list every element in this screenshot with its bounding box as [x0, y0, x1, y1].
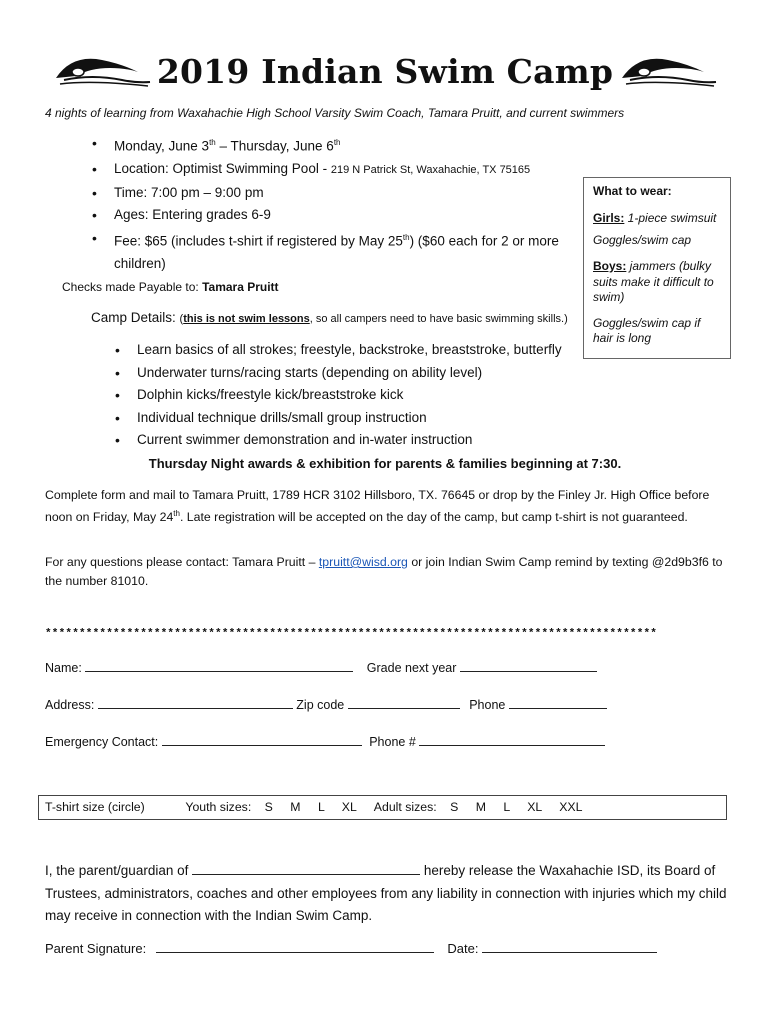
separator: ******************************************************************************************	[45, 628, 658, 640]
address-row: Address: Zip code Phone	[45, 696, 607, 712]
swimmer-logo-right-icon	[618, 50, 718, 90]
tshirt-size-box	[38, 795, 727, 820]
list-item: • Underwater turns/racing starts (depending on ability level)	[115, 362, 585, 385]
parent-signature-field[interactable]	[156, 940, 434, 953]
phone-field[interactable]	[509, 696, 607, 709]
youth-size-option[interactable]: L	[317, 800, 325, 814]
camp-details-list	[115, 339, 585, 452]
emergency-contact-field[interactable]	[162, 733, 362, 746]
adult-sizes-label: Adult sizes:	[373, 800, 437, 814]
checks-payable: Checks made Payable to: Tamara Pruitt	[62, 280, 279, 294]
list-item: • Individual technique drills/small group instruction	[115, 407, 585, 430]
adult-size-option[interactable]: XXL	[559, 800, 583, 814]
youth-size-option[interactable]: S	[264, 800, 273, 814]
emergency-row: Emergency Contact: Phone #	[45, 733, 605, 749]
camp-details-heading: Camp Details: (this is not swim lessons, so all campers need to have basic swimming skills.)	[91, 310, 568, 325]
emergency-phone-field[interactable]	[419, 733, 605, 746]
list-item: • Learn basics of all strokes; freestyle, backstroke, breaststroke, butterfly	[115, 339, 585, 362]
contact-info: For any questions please contact: Tamara Pruitt – tpruitt@wisd.org or join Indian Swim Camp remind by texting @2d9b3f6 to the number 81010.	[45, 555, 723, 588]
signature-row: Parent Signature: Date:	[45, 940, 657, 956]
zip-field[interactable]	[348, 696, 460, 709]
date-field[interactable]	[482, 940, 657, 953]
youth-sizes-label: Youth sizes:	[185, 800, 252, 814]
page-title: 2019 Indian Swim Camp	[156, 52, 614, 91]
adult-size-option[interactable]: M	[475, 800, 486, 814]
mail-instructions: Complete form and mail to Tamara Pruitt, 1789 HCR 3102 Hillsboro, TX. 76645 or drop by the Finley Jr. High Office before noon on Friday, May 24th. Late registration will be accepted on the day of the camp, but camp t-shirt is not guaranteed.	[45, 488, 710, 524]
info-list	[92, 132, 582, 275]
dates-item: • Monday, June 3th – Thursday, June 6th	[92, 132, 582, 158]
adult-size-option[interactable]: L	[503, 800, 510, 814]
address-field[interactable]	[98, 696, 293, 709]
child-name-field[interactable]	[192, 862, 420, 875]
girls-attire: Girls: 1-piece swimsuit	[593, 211, 717, 225]
subtitle: 4 nights of learning from Waxahachie High School Varsity Swim Coach, Tamara Pruitt, and current swimmers	[45, 106, 625, 120]
tshirt-label: T-shirt size (circle)	[45, 800, 145, 814]
what-to-wear-heading: What to wear:	[593, 184, 672, 198]
name-row: Name: Grade next year	[45, 659, 597, 675]
name-field[interactable]	[85, 659, 353, 672]
time-item: • Time: 7:00 pm – 9:00 pm	[92, 182, 582, 205]
adult-size-option[interactable]: S	[450, 800, 459, 814]
liability-release: I, the parent/guardian of hereby release the Waxahachie ISD, its Board of Trustees, administrators, coaches and other employees from any liability in connection with injuries which my child may receive in connection with the Indian Swim Camp.	[45, 863, 727, 923]
fee-item: • Fee: $65 (includes t-shirt if registered by May 25th) ($60 each for 2 or more children)	[92, 227, 582, 276]
list-item: • Dolphin kicks/freestyle kick/breaststroke kick	[115, 384, 585, 407]
what-to-wear-box	[583, 177, 731, 359]
boys-gear: Goggles/swim cap if hair is long	[593, 315, 701, 345]
adult-size-option[interactable]: XL	[527, 800, 542, 814]
girls-gear: Goggles/swim cap	[593, 233, 692, 247]
email-link[interactable]: tpruitt@wisd.org	[318, 555, 408, 569]
awards-announcement: Thursday Night awards & exhibition for parents & families beginning at 7:30.	[148, 456, 622, 471]
list-item: • Current swimmer demonstration and in-water instruction	[115, 429, 585, 452]
youth-size-option[interactable]: M	[290, 800, 301, 814]
ages-item: • Ages: Entering grades 6-9	[92, 204, 582, 227]
location-item: • Location: Optimist Swimming Pool - 219 N Patrick St, Waxahachie, TX 75165	[92, 158, 582, 182]
youth-size-option[interactable]: XL	[341, 800, 357, 814]
grade-field[interactable]	[460, 659, 597, 672]
boys-attire: Boys: jammers (bulky suits make it difficult to swim)	[593, 259, 714, 304]
